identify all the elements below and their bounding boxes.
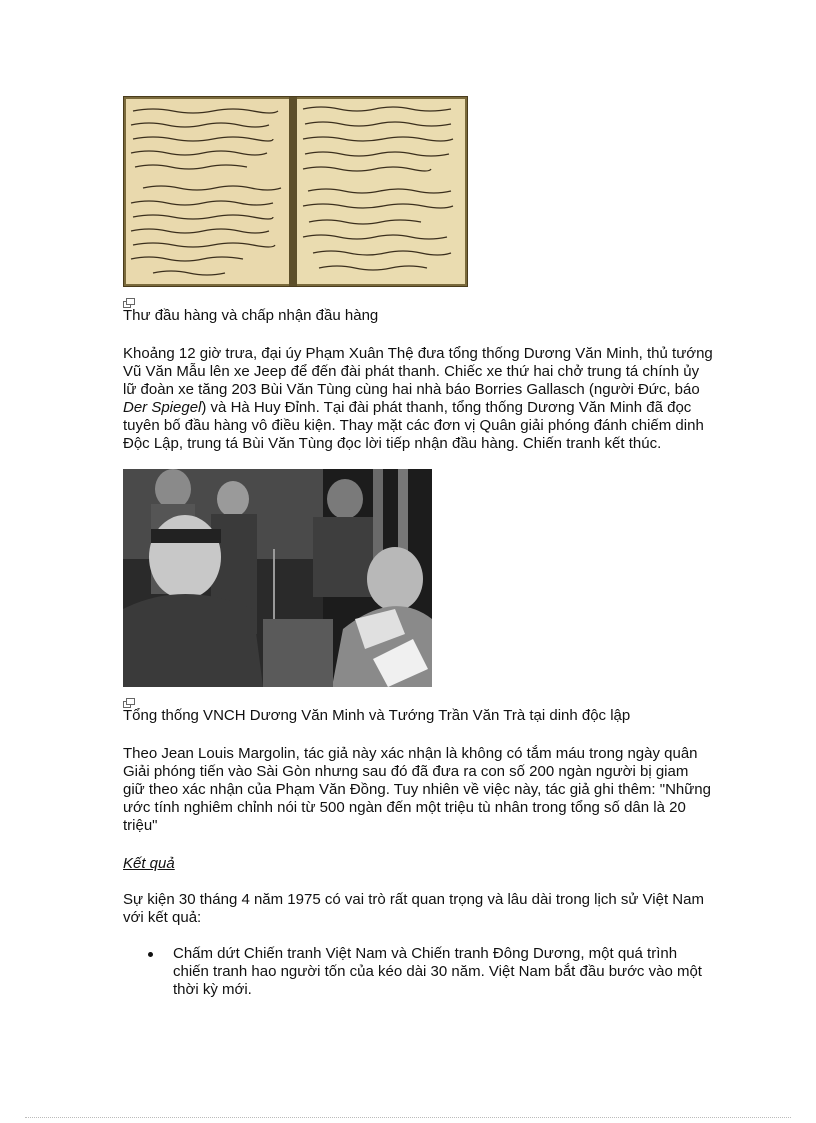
paragraph-radio-station xyxy=(123,345,713,453)
paragraph-results-intro: Sự kiện 30 tháng 4 năm 1975 có vai trò rất quan trọng và lâu dài trong lịch sử Việt Nam với kết quả: xyxy=(123,891,704,926)
section-heading-results: Kết quả xyxy=(123,855,175,872)
enlarge-icon[interactable] xyxy=(123,695,713,705)
list-item: Chấm dứt Chiến tranh Việt Nam và Chiến tranh Đông Dương, một quá trình chiến tranh hao người tốn của kéo dài 30 năm. Việt Nam bắt đầu bước vào một thời kỳ mới. xyxy=(173,945,713,999)
enlarge-icon[interactable] xyxy=(123,295,713,305)
figure2-caption: Tổng thống VNCH Dương Văn Minh và Tướng Trần Văn Trà tại dinh độc lập xyxy=(123,707,631,724)
surrender-letter-photo xyxy=(123,96,713,287)
independence-palace-photo xyxy=(123,469,713,687)
results-list xyxy=(123,945,713,999)
paragraph1-part1: Khoảng 12 giờ trưa, đại úy Phạm Xuân Thệ đưa tổng thống Dương Văn Minh, thủ tướng Vũ Văn Mẫu lên xe Jeep để đến đài phát thanh. Chiếc xe thứ hai chở trung tá chính ủy lữ đoàn xe tăng 203 Bùi Văn Tùng cùng hai nhà báo Borries Gallasch (người Đức, báo xyxy=(123,345,713,398)
der-spiegel-italic: Der Spiegel xyxy=(123,399,202,416)
paragraph-margolin: Theo Jean Louis Margolin, tác giả này xác nhận là không có tắm máu trong ngày quân Giải phóng tiến vào Sài Gòn nhưng sau đó đã đưa ra con số 200 ngàn người bị giam giữ theo xác nhận của Phạm Văn Đồng. Tuy nhiên về việc này, tác giả ghi thêm: "Những ước tính nghiêm chỉnh nói từ 500 ngàn đến một triệu tù nhân trong tổng số dân là 20 triệu" xyxy=(123,745,711,834)
document-page xyxy=(123,96,713,999)
figure1-caption: Thư đầu hàng và chấp nhận đầu hàng xyxy=(123,307,379,324)
page-bottom-divider xyxy=(25,1117,791,1118)
paragraph1-part2: ) và Hà Huy Đỉnh. Tại đài phát thanh, tổng thống Dương Văn Minh đã đọc tuyên bố đầu hàng vô điều kiện. Thay mặt các đơn vị Quân giải phóng đánh chiếm dinh Độc Lập, trung tá Bùi Văn Tùng đọc lời tiếp nhận đầu hàng. Chiến tranh kết thúc. xyxy=(123,399,704,452)
